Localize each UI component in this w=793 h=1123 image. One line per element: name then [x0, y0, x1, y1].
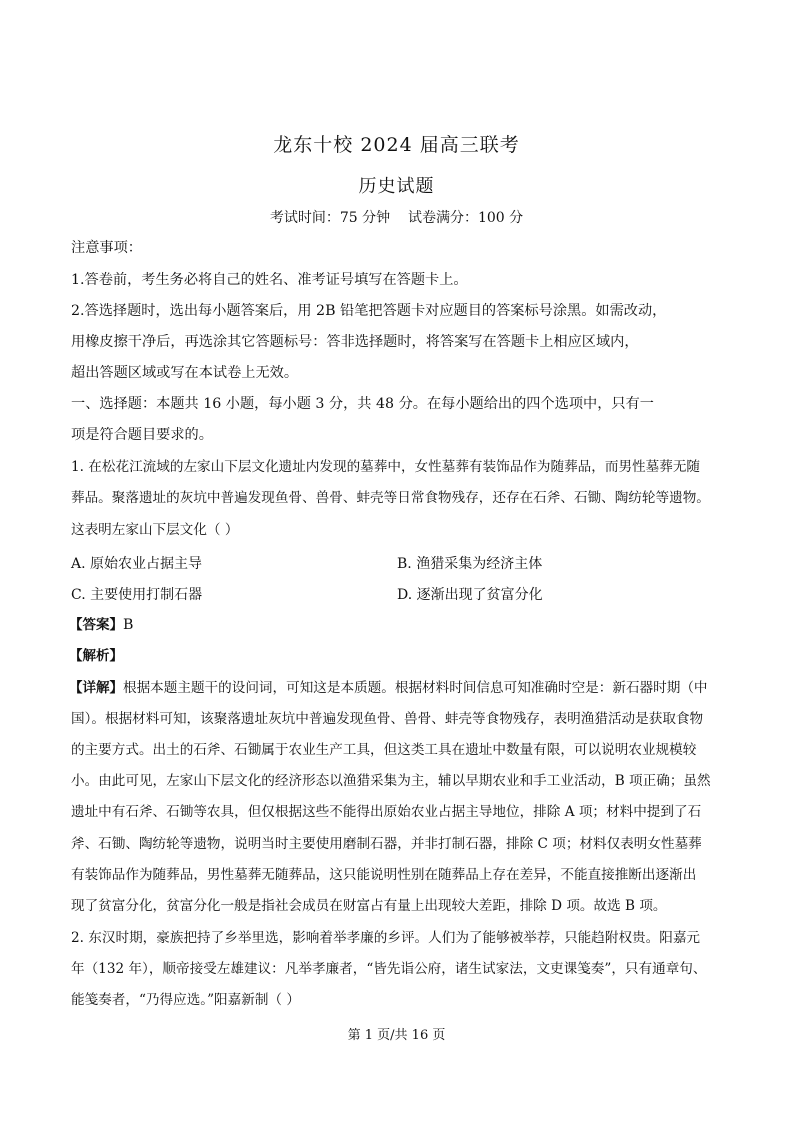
analysis-line: [69, 646, 729, 666]
answer-tag: 【答案】: [69, 617, 123, 633]
exam-info: 考试时间：75 分钟 试卷满分：100 分: [269, 210, 524, 226]
analysis-tag: 【解析】: [69, 648, 123, 664]
detail-tag: 【详解】: [69, 680, 123, 696]
question-2-line-3: 能笺奏者，“乃得应选。”阳嘉新制（ ）: [71, 992, 300, 1008]
page-footer: 第 1 页/共 16 页: [347, 1028, 446, 1043]
question-1-line-3: 这表明左家山下层文化（ ）: [71, 522, 239, 538]
question-1-line-1: 1. 在松花江流域的左家山下层文化遗址内发现的墓葬中，女性墓葬有装饰品作为随葬品，而男性墓葬无随: [71, 459, 701, 475]
exam-title: 龙东十校 2024 届高三联考: [273, 134, 520, 156]
note-item-2-line-1: 2.答选择题时，选出每小题答案后，用 2B 铅笔把答题卡对应题目的答案标号涂黑。如需改动，: [71, 303, 667, 319]
question-2-line-2: 年（132 年），顺帝接受左雄建议：凡举孝廉者，“皆先诣公府，诸生试家法，文吏课笺奏”，只有通章句、: [71, 961, 707, 977]
notes-heading: 注意事项：: [71, 240, 142, 256]
option-b: B. 渔猎采集为经济主体: [397, 556, 543, 572]
detail-line-4: 小。由此可见，左家山下层文化的经济形态以渔猎采集为主，辅以早期农业和手工业活动，B 项正确；虽然: [71, 773, 711, 789]
section-1-line-1: 一、选择题：本题共 16 小题，每小题 3 分，共 48 分。在每小题给出的四个选项中，只有一: [71, 396, 654, 412]
detail-line-8: 现了贫富分化，贫富分化一般是指社会成员在财富占有量上出现较大差距，排除 D 项。故选 B 项。: [71, 898, 667, 914]
question-2-line-1: 2. 东汉时期，豪族把持了乡举里选，影响着举孝廉的乡评。人们为了能够被举荐，只能趋附权贵。阳嘉元: [71, 930, 701, 946]
detail-line-3: 的主要方式。出土的石斧、石锄属于农业生产工具，但这类工具在遗址中数量有限，可以说明农业规模较: [71, 742, 697, 758]
subject-title: 历史试题: [358, 176, 435, 197]
detail-line-5: 遗址中有石斧、石锄等农具，但仅根据这些不能得出原始农业占据主导地位，排除 A 项；材料中提到了石: [71, 804, 702, 820]
detail-line-7: 有装饰品作为随葬品，男性墓葬无随葬品，这只能说明性别在随葬品上存在差异，不能直接推断出逐渐出: [71, 867, 697, 883]
note-item-1: 1.答卷前，考生务必将自己的姓名、准考证号填写在答题卡上。: [71, 272, 468, 288]
answer-line: [69, 615, 729, 635]
detail-text-1: 根据本题主题干的设问词，可知这是本质题。根据材料时间信息可知准确时空是：新石器时期（中: [123, 680, 708, 696]
note-item-2-line-2: 用橡皮擦干净后，再选涂其它答题标号：答非选择题时，将答案写在答题卡上相应区域内，: [71, 334, 639, 350]
section-1-line-2: 项是符合题目要求的。: [71, 427, 213, 443]
option-c: C. 主要使用打制石器: [71, 587, 203, 603]
detail-line-1: [69, 678, 729, 698]
option-d: D. 逐渐出现了贫富分化: [397, 587, 543, 603]
question-1-line-2: 葬品。聚落遗址的灰坑中普遍发现鱼骨、兽骨、蚌壳等日常食物残存，还存在石斧、石锄、陶纺轮等遗物。: [71, 490, 710, 506]
note-item-2-line-3: 超出答题区域或写在本试卷上无效。: [71, 365, 299, 381]
option-a: A. 原始农业占据主导: [71, 556, 203, 572]
detail-line-6: 斧、石锄、陶纺轮等遗物，说明当时主要使用磨制石器，并非打制石器，排除 C 项；材料仅表明女性墓葬: [71, 836, 702, 852]
answer-value: B: [123, 617, 134, 633]
detail-line-2: 国）。根据材料可知，该聚落遗址灰坑中普遍发现鱼骨、兽骨、蚌壳等食物残存，表明渔猎活动是获取食物: [71, 711, 704, 727]
